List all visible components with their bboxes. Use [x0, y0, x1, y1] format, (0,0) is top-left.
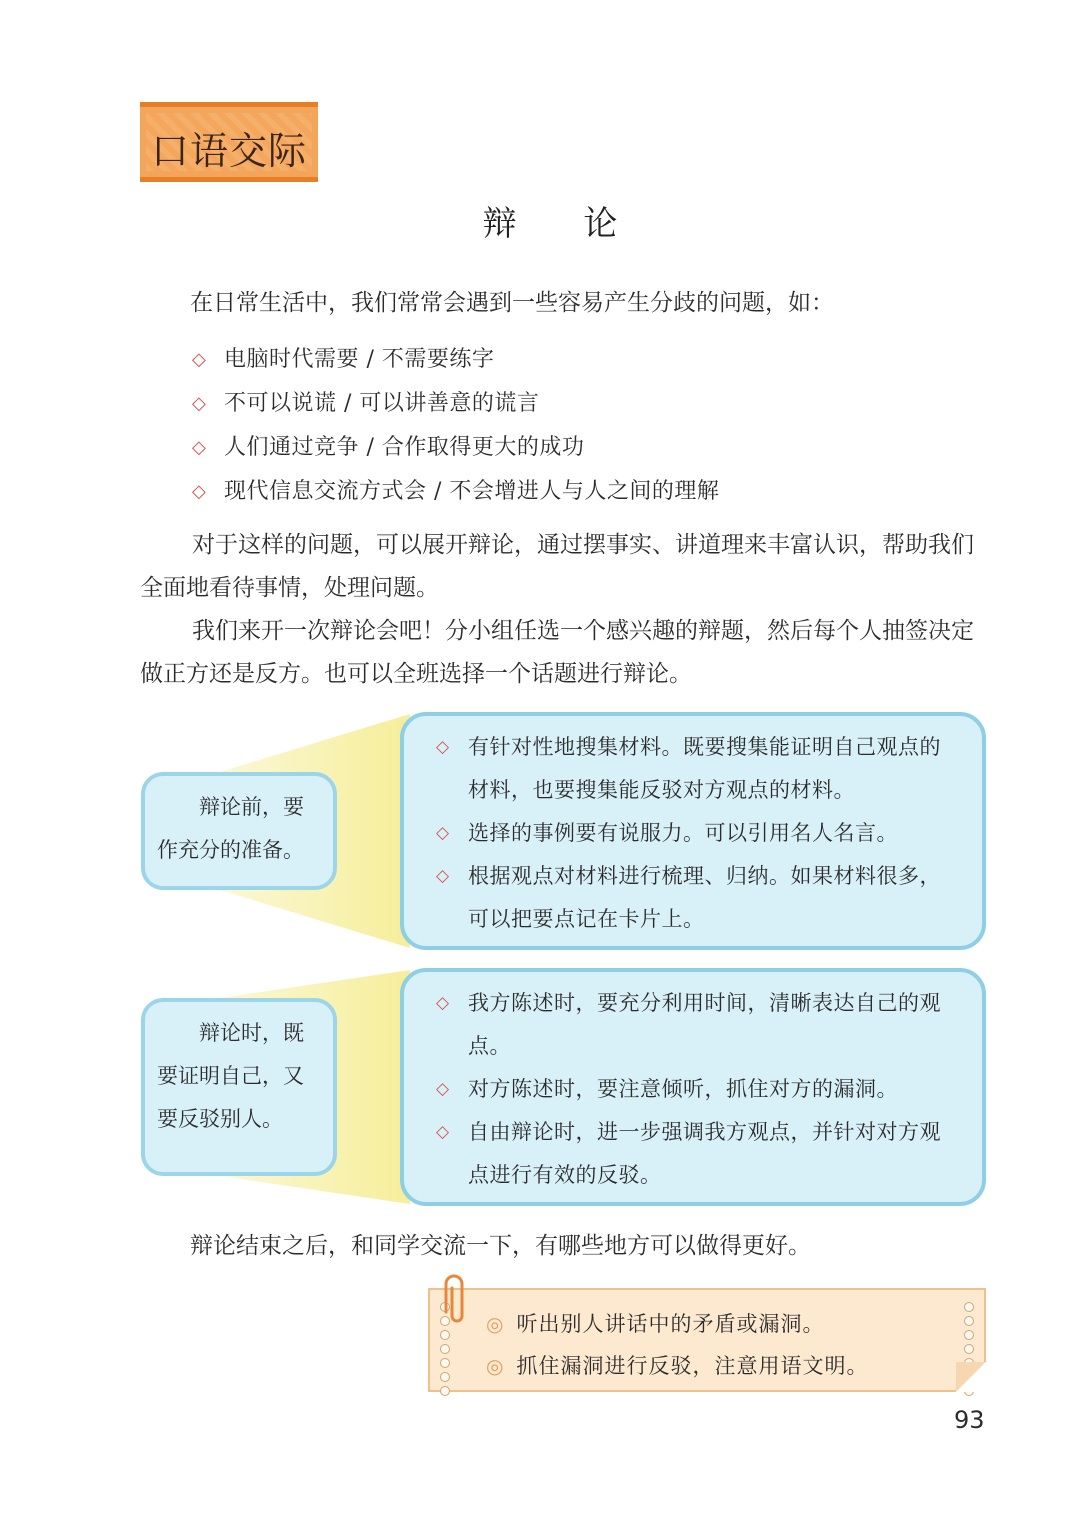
diamond-bullet-icon: ◇ [192, 437, 206, 458]
page-number: 93 [954, 1406, 985, 1434]
paperclip-icon [436, 1272, 476, 1328]
diamond-bullet-icon: ◇ [192, 349, 206, 370]
page-fold [956, 1362, 986, 1392]
diamond-bullet-icon: ◇ [192, 481, 206, 502]
list-item: ◇ 电脑时代需要 / 不需要练字 [192, 338, 719, 382]
callout-detail-box [400, 712, 986, 950]
diamond-bullet-icon: ◇ [436, 823, 450, 843]
callout-label: 辩论时，既要证明自己，又要反驳别人。 [157, 1021, 304, 1131]
note-item: ◎ 听出别人讲话中的矛盾或漏洞。 [486, 1312, 825, 1336]
callout-label: 辩论前，要作充分的准备。 [157, 795, 304, 862]
list-item: ◇ 根据观点对材料进行梳理、归纳。如果材料很多，可以把要点记在卡片上。 [436, 855, 962, 941]
callout-label-box [141, 772, 337, 890]
list-item: ◇ 有针对性地搜集材料。既要搜集能证明自己观点的材料，也要搜集能反驳对方观点的材料。 [436, 726, 962, 812]
diamond-bullet-icon: ◇ [436, 737, 450, 757]
callout-label-box [141, 998, 337, 1176]
paragraph-3: 我们来开一次辩论会吧！分小组任选一个感兴趣的辩题，然后每个人抽签决定做正方还是反方。也可以全班选择一个话题进行辩论。 [140, 618, 974, 687]
list-item: ◇ 现代信息交流方式会 / 不会增进人与人之间的理解 [192, 470, 719, 514]
section-badge-label: 口语交际 [150, 129, 307, 173]
list-item: ◇ 自由辩论时，进一步强调我方观点，并针对对方观点进行有效的反驳。 [436, 1111, 962, 1197]
diamond-bullet-icon: ◇ [436, 1122, 450, 1142]
list-item: ◇ 人们通过竞争 / 合作取得更大的成功 [192, 426, 719, 470]
paragraph-4: 辩论结束之后，和同学交流一下，有哪些地方可以做得更好。 [190, 1233, 811, 1259]
list-item: ◇ 选择的事例要有说服力。可以引用名人名言。 [436, 812, 962, 855]
diamond-bullet-icon: ◇ [436, 993, 450, 1013]
list-item: ◇ 我方陈述时，要充分利用时间，清晰表达自己的观点。 [436, 982, 962, 1068]
diamond-bullet-icon: ◇ [436, 1079, 450, 1099]
circle-bullet-icon: ◎ [486, 1354, 505, 1378]
callout-detail-box [400, 968, 986, 1206]
page-title: 辩 论 [482, 204, 646, 244]
intro-paragraph: 在日常生活中，我们常常会遇到一些容易产生分歧的问题，如： [190, 290, 834, 316]
list-item: ◇ 不可以说谎 / 可以讲善意的谎言 [192, 382, 719, 426]
list-item: ◇ 对方陈述时，要注意倾听，抓住对方的漏洞。 [436, 1068, 962, 1111]
note-card [428, 1288, 986, 1392]
paragraph-2: 对于这样的问题，可以展开辩论，通过摆事实、讲道理来丰富认识，帮助我们全面地看待事情，处理问题。 [140, 532, 974, 601]
diamond-bullet-icon: ◇ [436, 866, 450, 886]
circle-bullet-icon: ◎ [486, 1312, 505, 1336]
diamond-bullet-icon: ◇ [192, 393, 206, 414]
note-item: ◎ 抓住漏洞进行反驳，注意用语文明。 [486, 1354, 869, 1378]
